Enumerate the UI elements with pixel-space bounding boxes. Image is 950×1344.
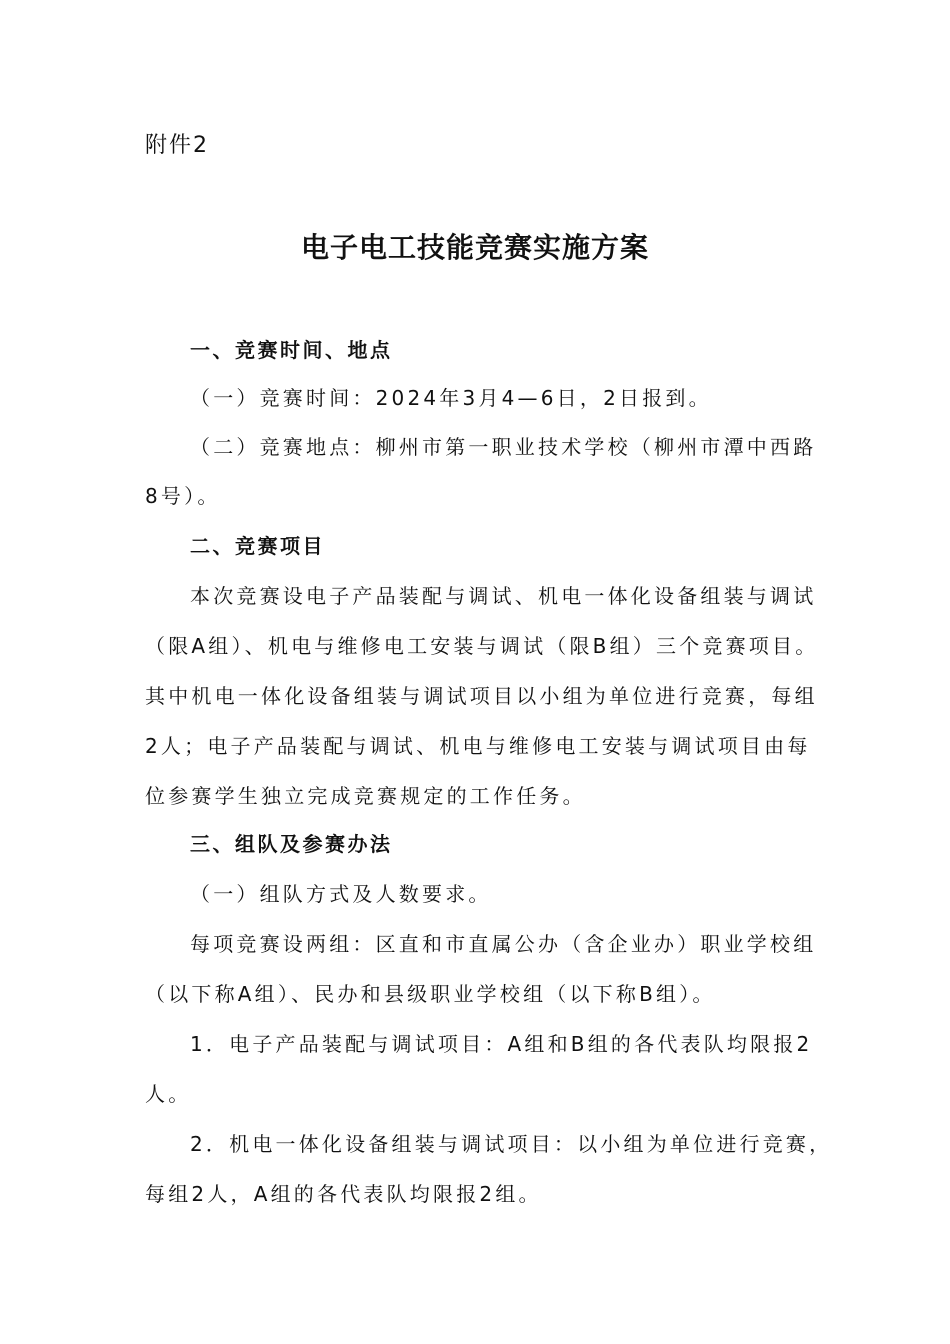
paragraph-line: 2．机电一体化设备组装与调试项目：以小组为单位进行竞赛， bbox=[190, 1132, 833, 1156]
paragraph-line: （一）组队方式及人数要求。 bbox=[190, 882, 492, 906]
paragraph-line: 1．电子产品装配与调试项目：A组和B组的各代表队均限报2 bbox=[190, 1032, 813, 1056]
section-heading-3: 三、组队及参赛办法 bbox=[190, 832, 393, 856]
paragraph-line: （二）竞赛地点：柳州市第一职业技术学校（柳州市潭中西路 bbox=[190, 435, 817, 459]
paragraph-line: 每项竞赛设两组：区直和市直属公办（含企业办）职业学校组 bbox=[190, 932, 817, 956]
paragraph-line: 每组2人，A组的各代表队均限报2组。 bbox=[145, 1182, 542, 1206]
paragraph-line: 2人；电子产品装配与调试、机电与维修电工安装与调试项目由每 bbox=[145, 734, 811, 758]
attachment-label: 附件2 bbox=[145, 133, 209, 158]
paragraph-line: （一）竞赛时间：2024年3月4—6日，2日报到。 bbox=[190, 386, 712, 410]
document-title: 电子电工技能竞赛实施方案 bbox=[300, 231, 649, 264]
paragraph-line: 其中机电一体化设备组装与调试项目以小组为单位进行竞赛，每组 bbox=[145, 684, 818, 708]
paragraph-line: 人。 bbox=[145, 1082, 192, 1106]
section-heading-1: 一、竞赛时间、地点 bbox=[190, 338, 393, 362]
paragraph-line: 本次竞赛设电子产品装配与调试、机电一体化设备组装与调试 bbox=[190, 584, 817, 608]
section-heading-2: 二、竞赛项目 bbox=[190, 534, 325, 558]
paragraph-line: 8号）。 bbox=[145, 484, 221, 508]
paragraph-line: （以下称A组）、民办和县级职业学校组（以下称B组）。 bbox=[145, 982, 716, 1006]
paragraph-line: 位参赛学生独立完成竞赛规定的工作任务。 bbox=[145, 784, 586, 808]
paragraph-line: （限A组）、机电与维修电工安装与调试（限B组）三个竞赛项目。 bbox=[145, 634, 819, 658]
